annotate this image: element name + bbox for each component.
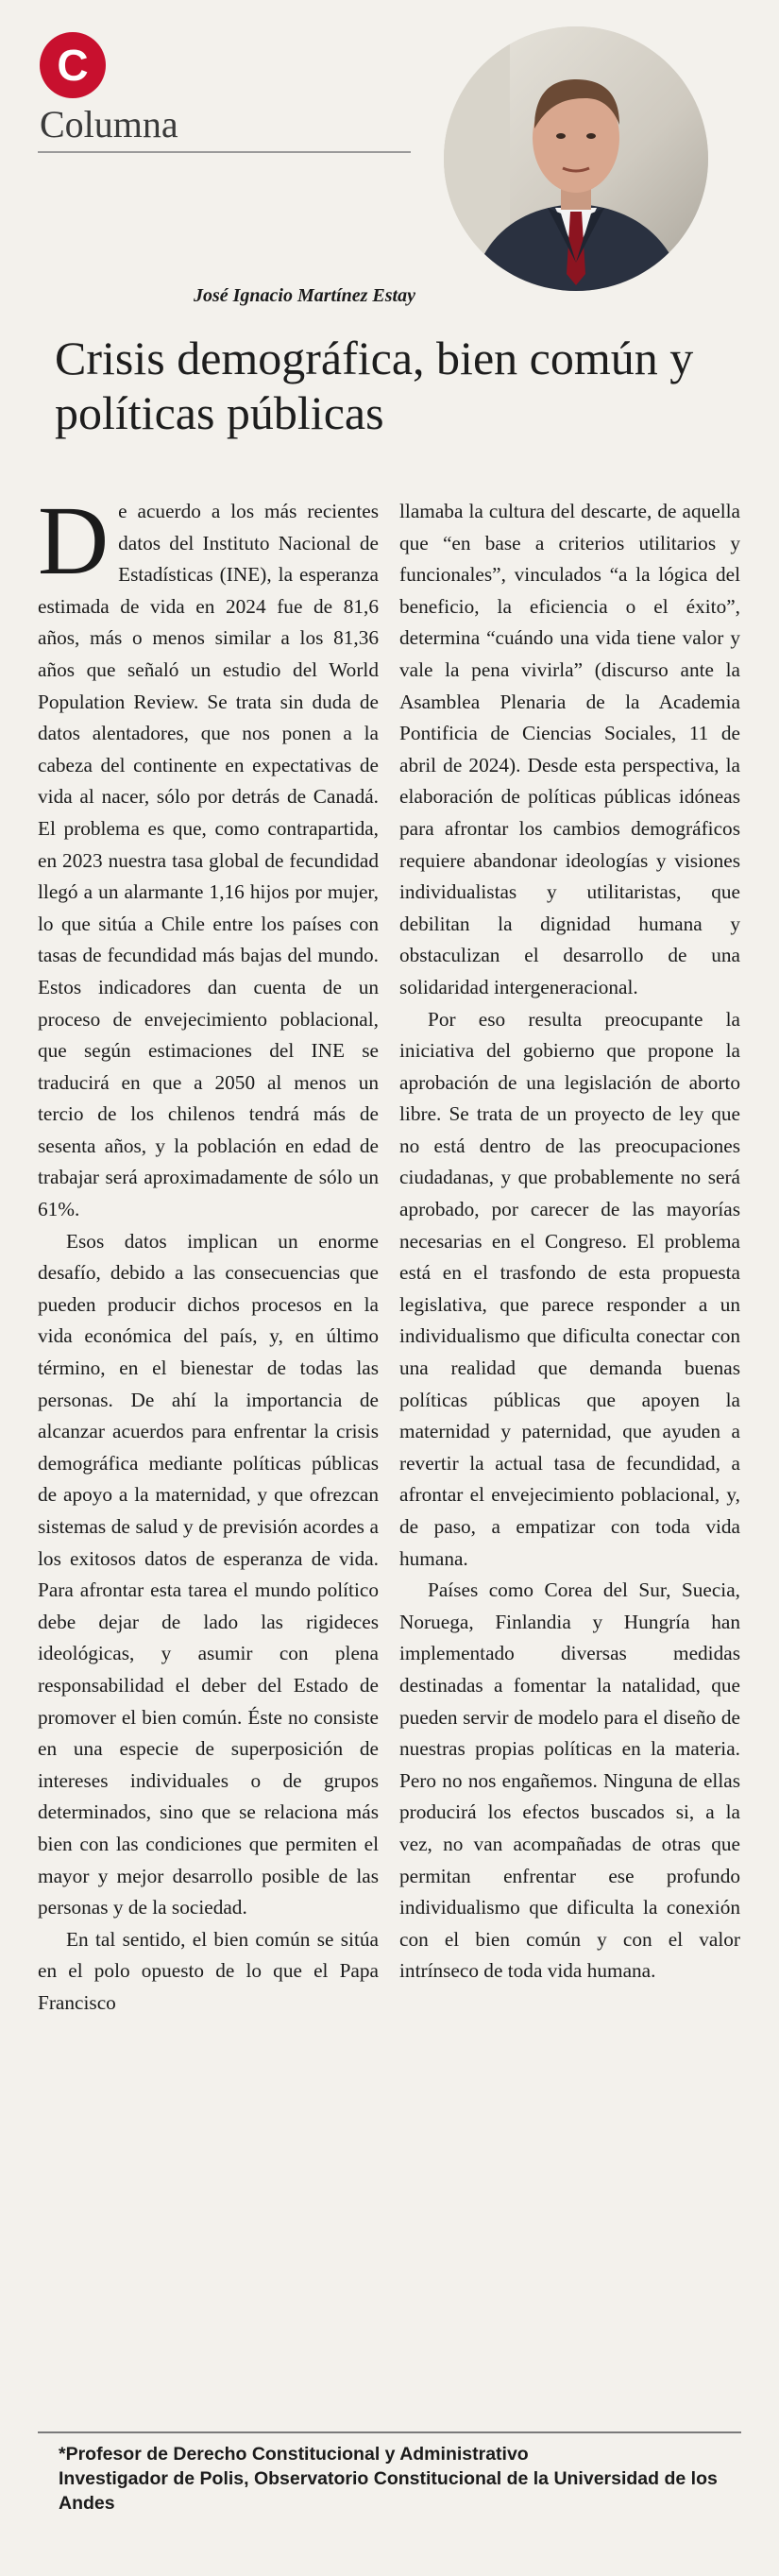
author-portrait (444, 26, 708, 291)
body-paragraph: Por eso resulta preocupante la iniciativa del gobierno que propone la aprobación de una legislación de aborto libre. Se trata de un proyecto de ley que no está dentro de las preocupaciones ciudadanas, y que probablemente no será aprobado, por carecer de las mayorías necesarias en el Congreso. El problema está en el trasfondo de esta propuesta legislativa, que parece responder a un individualismo que dificulta conectar con una realidad que demanda buenas políticas públicas que apoyen la maternidad y paternidad, que ayuden a revertir la actual tasa de fecundidad, a afrontar el envejecimiento poblacional, y, de paso, a empatizar con toda vida humana. (399, 1007, 740, 1570)
paragraph-text: e acuerdo a los más recientes datos del Instituto Nacional de Estadísticas (INE), la esperanza estimada de vida en 2024 fue de 81,6 años, más o menos similar a los 81,36 años que señaló un estudio del World Population Review. Se trata sin duda de datos alentadores, que nos ponen a la cabeza del continente en expectativas de vida al nacer, sólo por detrás de Canadá. El problema es que, como contrapartida, en 2023 nuestra tasa global de fecundidad llegó a un alarmante 1,16 hijos por mujer, lo que sitúa a Chile entre los países con tasas de fecundidad más bajas del mundo. Estos indicadores dan cuenta de un proceso de envejecimiento poblacional, que según estimaciones del INE se traducirá en que a 2050 al menos un tercio de los chilenos tendrá más de sesenta años, y la población en edad de trabajar será aproximadamente de sólo un 61%. (38, 500, 379, 1221)
body-column-1 (38, 486, 379, 2020)
section-name: Columna (40, 103, 178, 145)
body-paragraph: llamaba la cultura del descarte, de aquella que “en base a criterios utilitarios y funcionales”, vinculados “a la lógica del beneficio, la eficiencia o el éxito”, determina “cuándo una vida tiene valor y vale la pena vivirla” (discurso ante la Asamblea Plenaria de la Academia Pontificia de Ciencias Sociales, 11 de abril de 2024). Desde esta perspectiva, la elaboración de políticas públicas idóneas para afrontar los cambios demográficos requiere abandonar ideologías y visiones individualistas y utilitaristas, que debilitan la dignidad humana y obstaculizan el desarrollo de una solidaridad intergeneracional. (399, 500, 740, 998)
section-divider (38, 151, 411, 153)
footnote-line: Investigador de Polis, Observatorio Constitucional de la Universidad de los Andes (59, 2468, 718, 2514)
body-paragraph: En tal sentido, el bien común se sitúa en el polo opuesto de lo que el Papa Francisco (38, 1927, 379, 2014)
body-paragraph: Esos datos implican un enorme desafío, debido a las consecuencias que pueden producir dichos procesos en la vida económica del país, y, en último término, en el bienestar de todas las personas. De ahí la importancia de alcanzar acuerdos para enfrentar la crisis demográfica mediante políticas públicas de apoyo a la maternidad, y que ofrezcan sistemas de salud y de previsión acordes a los exitosos datos de esperanza de vida. Para afrontar esta tarea el mundo político debe dejar de lado las rigideces ideológicas, y asumir con plena responsabilidad el deber del Estado de promover el bien común. Éste no consiste en una especie de superposición de intereses individuales o de grupos determinados, sino que se relaciona más bien con las condiciones que permiten el mayor y mejor desarrollo posible de las personas y de la sociedad. (38, 1229, 379, 1919)
article-body (38, 486, 741, 2020)
footnote-line: *Profesor de Derecho Constitucional y Administrativo (59, 2444, 529, 2465)
body-column-2 (399, 496, 740, 2020)
footer-divider (38, 2431, 741, 2433)
drop-cap: D (38, 486, 110, 595)
section-badge: C (40, 32, 106, 98)
author-byline: José Ignacio Martínez Estay (193, 285, 415, 306)
author-portrait-image (444, 26, 708, 291)
author-footnote (59, 2442, 720, 2516)
body-paragraph (38, 486, 379, 1226)
article-headline: Crisis demográfica, bien común y políticas públicas (55, 332, 694, 439)
body-paragraph: Países como Corea del Sur, Suecia, Noruega, Finlandia y Hungría han implementado diversas medidas destinadas a fomentar la natalidad, que pueden servir de modelo para el diseño de nuestras propias políticas en la materia. Pero no nos engañemos. Ninguna de ellas producirá los efectos buscados si, a la vez, no van acompañadas de otras que permitan enfrentar ese profundo individualismo que dificulta la conexión con el bien común y con el valor intrínseco de toda vida humana. (399, 1578, 740, 1983)
